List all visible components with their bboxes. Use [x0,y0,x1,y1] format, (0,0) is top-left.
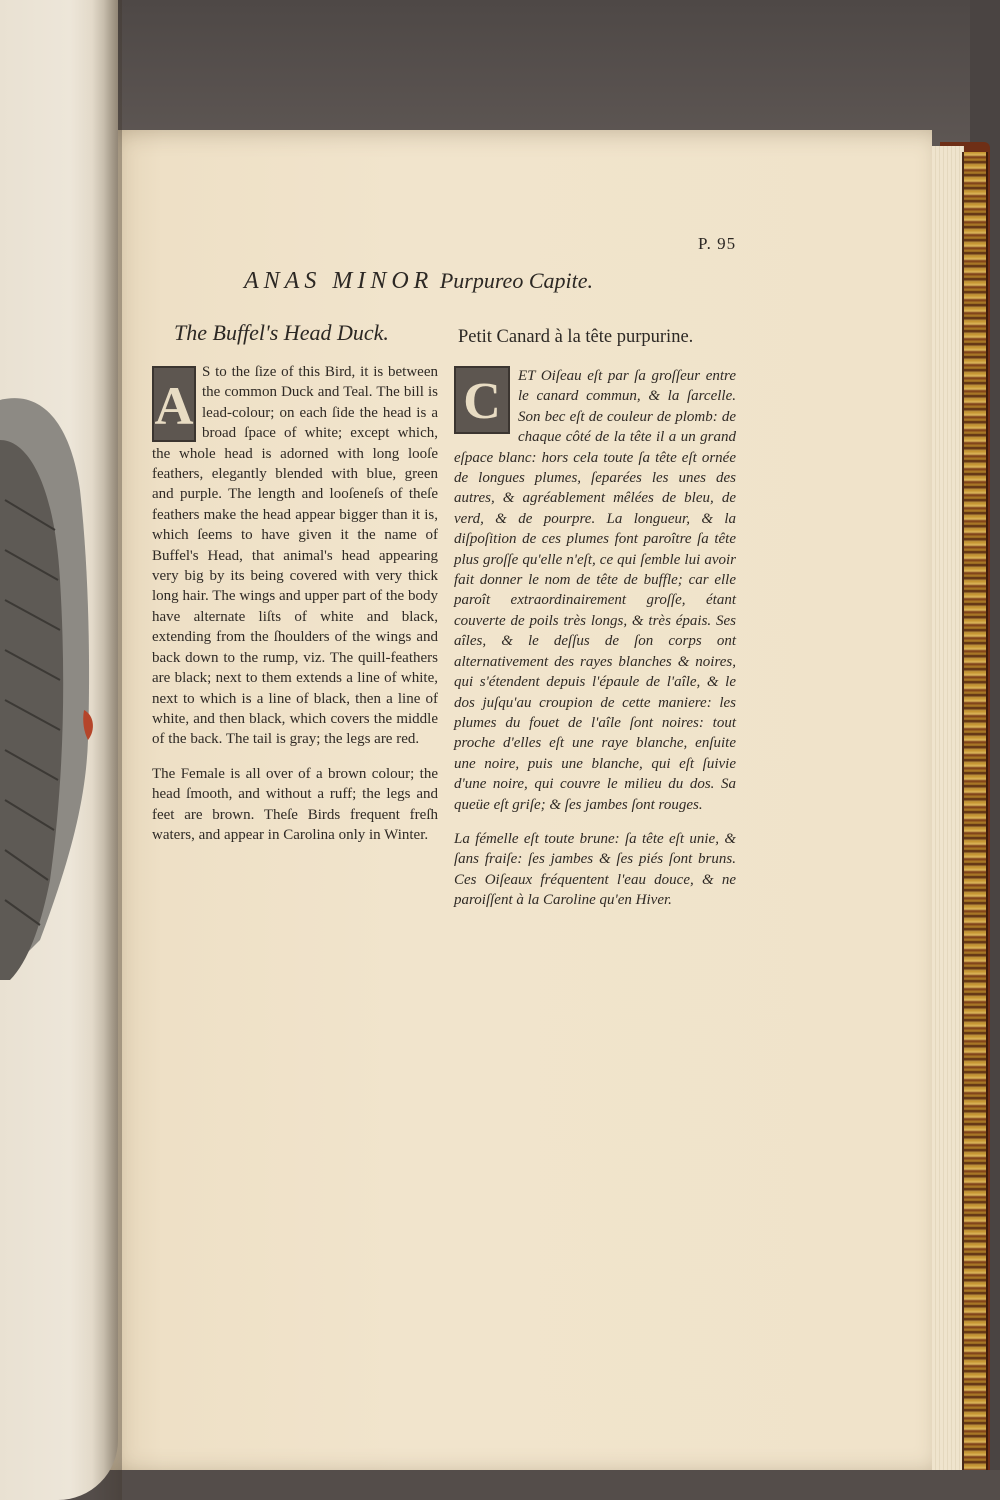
french-paragraph-2: La fémelle eſt toute brune: ſa tête eſt unie, & ſans fraiſe: ſes jambes & ſes piés ſont bruns. Ces Oiſeaux fréquentent l'eau douce, & ne paroiſſent à la Caroline qu'en Hiver. [454,830,736,909]
french-paragraph-1 [454,366,736,815]
page-leaves-edge [928,146,964,1476]
english-dropcap-letter: A [154,376,194,436]
english-paragraph-1 [152,362,438,750]
english-heading: The Buffel's Head Duck. [174,320,389,345]
latin-subtitle: Purpureo Capite. [439,268,593,293]
french-column [454,366,736,911]
french-heading: Petit Canard à la tête purpurine. [458,327,694,347]
french-dropcap [454,366,510,434]
latin-name: ANAS MINOR [244,268,434,294]
background-bottom [0,1470,1000,1500]
english-dropcap [152,366,196,442]
bird-engraving [0,380,104,980]
french-dropcap-letter: C [463,373,501,430]
french-paragraph-1-text: ET Oiſeau eſt par ſa groſſeur entre le canard commun, & la ſarcelle. Son bec eſt de couleur de plomb: de chaque côté de la tête il a un grand eſpace blanc: hors cela toute ſa tête eſt ornée de longues plumes, ſeparées les unes des autres, & agréablement mêlées de bleu, de verd, & de pourpre. La longueur, & la diſpoſition de ces plumes font paroître ſa tête plus groſſe qu'elle n'eſt, ce qui ſemble lui avoir fait donner le nom de tête de buffle; car elle paroît extraordinairement groſſe, étant couverte de poils très longs, & très épais. Ses aîles, & le deſſus de ſon corps ont alternativement des rayes blanches & noires, qui s'étendent depuis l'épaule de l'aîle, & le dos juſqu'au croupion de cette maniere: les plumes du fouet de l'aîle ſont noires: tout proche d'elles eſt une raye blanche, enſuite une noire, puis une blanche, qui eſt ſuivie d'une noire, qui couvre le milieu du dos. Sa queüe eſt griſe; & ſes jambes ſont rouges. [454,368,736,813]
english-column [152,362,438,845]
english-paragraph-2: The Female is all over of a brown colour; the head ſmooth, and without a ruff; the legs and feet are brown. Theſe Birds frequent freſh waters, and appear in Carolina only in Winter. [152,765,438,843]
page-title [244,268,593,295]
english-paragraph-1-text: S to the ſize of this Bird, it is between the common Duck and Teal. The bill is lead-colour; on each ſide the head is a broad ſpace of white; except which, the whole head is adorned with long looſe feathers, elegantly blended with blue, green and purple. The length and looſeneſs of theſe feathers make the head appear bigger than it is, which ſeems to have given it the name of Buffel's Head, that animal's head appearing very big by its being covered with very thick long hair. The wings and upper part of the body have alternate liſts of white and black, extending from the ſhoulders of the wings and back down to the rump, viz. The quill-feathers are black; next to them extends a line of white, next to which is a line of black, then a line of white, and then black, which covers the middle of the back. The tail is gray; the legs are red. [152,364,438,748]
page-number: P. 95 [698,234,737,253]
gilt-border [962,152,988,1474]
background-top [0,0,1000,140]
